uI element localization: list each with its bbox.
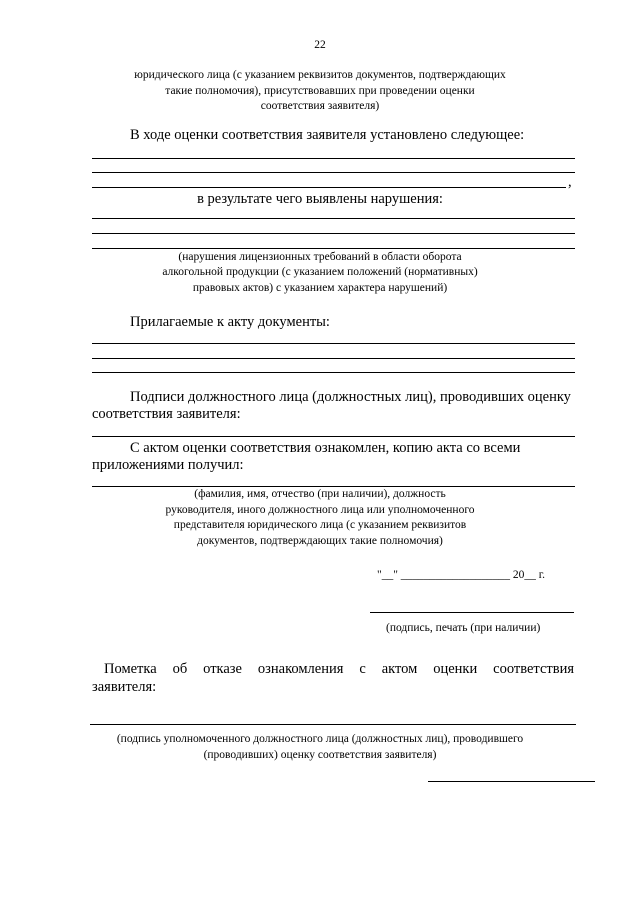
acknowledge-line-2: приложениями получил: xyxy=(92,457,244,473)
acknowledge-line-1: С актом оценки соответствия ознакомлен, копию акта со всеми xyxy=(130,440,521,456)
violations-note-line-2: алкогольной продукции (с указанием положений (нормативных) xyxy=(162,266,478,278)
fill-line xyxy=(92,358,575,359)
fill-line xyxy=(92,486,575,487)
date-line: "__" ___________________ 20__ г. xyxy=(377,569,546,581)
line-comma: , xyxy=(568,174,572,190)
signatures-line-2: соответствия заявителя: xyxy=(92,406,241,422)
fill-line xyxy=(92,248,575,249)
refusal-line-1: Пометка об отказе ознакомления с актом оценки соответствия xyxy=(104,661,574,677)
acknowledge-note-line-1: (фамилия, имя, отчество (при наличии), должность xyxy=(194,488,446,500)
intro-line-2: такие полномочия), присутствовавших при проведении оценки xyxy=(165,85,475,97)
acknowledge-note-line-3: представителя юридического лица (с указанием реквизитов xyxy=(173,519,467,531)
fill-line xyxy=(92,233,575,234)
page-number: 22 xyxy=(314,39,326,51)
fill-line xyxy=(92,436,575,437)
assessment-heading: В ходе оценки соответствия заявителя установлено следующее: xyxy=(130,127,525,143)
bottom-signature-line xyxy=(428,781,595,782)
fill-line xyxy=(92,172,575,173)
refusal-line-2: заявителя: xyxy=(92,679,157,695)
fill-line xyxy=(92,372,575,373)
violations-note-line-3: правовых актов) с указанием характера нарушений) xyxy=(192,282,448,294)
attachments-heading: Прилагаемые к акту документы: xyxy=(130,314,330,330)
fill-line xyxy=(92,187,566,188)
official-note-line-1: (подпись уполномоченного должностного лица (должностных лиц), проводившего xyxy=(116,733,524,745)
acknowledge-note-line-2: руководителя, иного должностного лица или уполномоченного xyxy=(165,504,475,516)
fill-line xyxy=(92,343,575,344)
violations-heading: в результате чего выявлены нарушения: xyxy=(197,191,443,207)
signature-seal-note: (подпись, печать (при наличии) xyxy=(386,622,541,634)
intro-line-1: юридического лица (с указанием реквизитов документов, подтверждающих xyxy=(134,69,506,81)
signature-line xyxy=(370,612,574,613)
official-note-line-2: (проводивших) оценку соответствия заявителя) xyxy=(203,749,437,761)
signatures-line-1: Подписи должностного лица (должностных лиц), проводивших оценку xyxy=(130,389,571,405)
fill-line xyxy=(92,218,575,219)
intro-line-3: соответствия заявителя) xyxy=(260,100,380,112)
fill-line xyxy=(90,724,576,725)
acknowledge-note-line-4: документов, подтверждающих такие полномочия) xyxy=(197,535,443,547)
fill-line xyxy=(92,158,575,159)
violations-note-line-1: (нарушения лицензионных требований в области оборота xyxy=(178,251,462,263)
